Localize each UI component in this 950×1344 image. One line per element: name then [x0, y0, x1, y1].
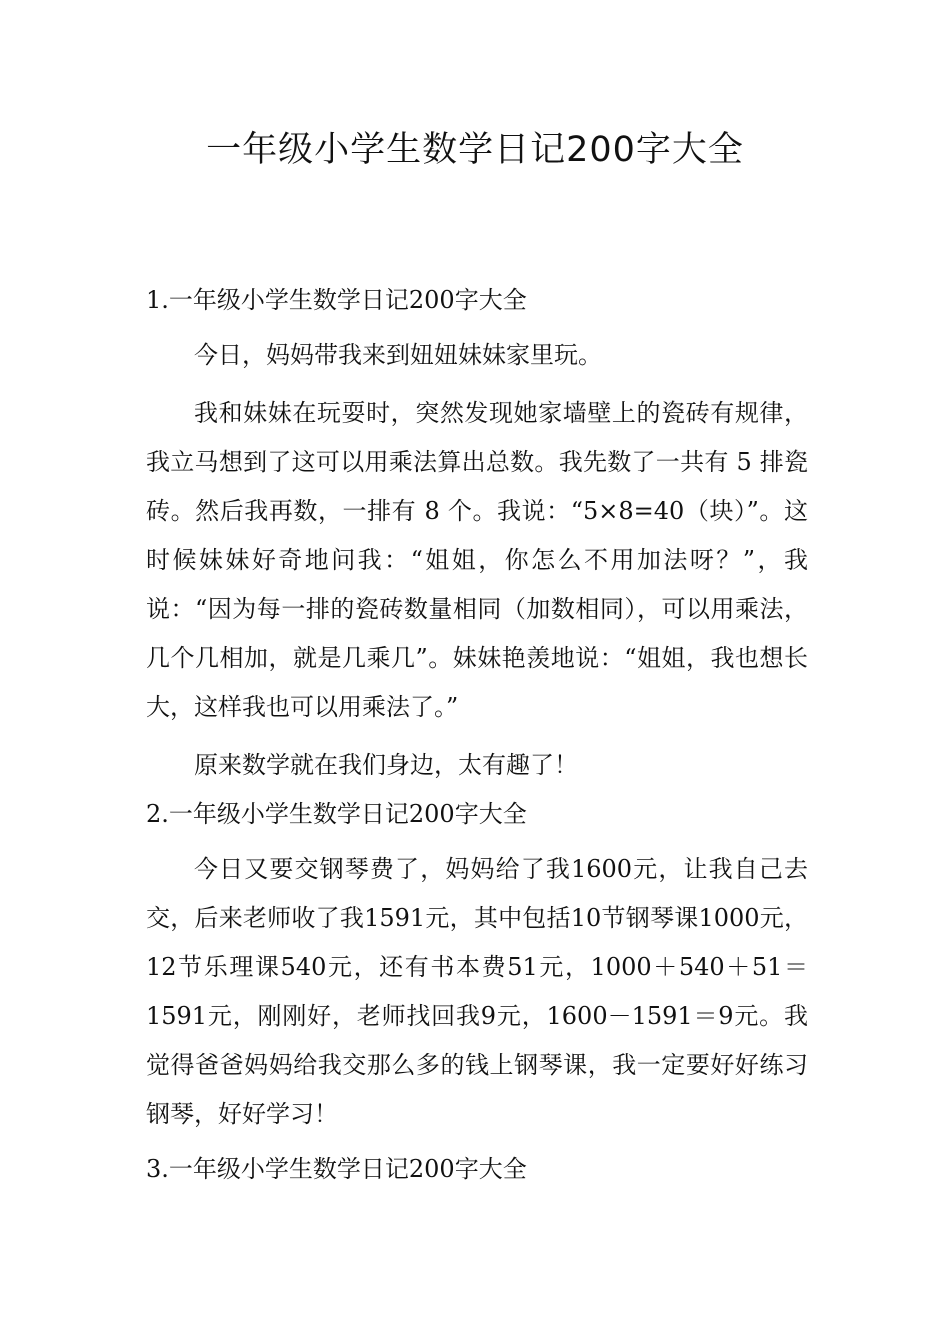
document-body	[146, 276, 808, 1194]
section-1-paragraph-3: 原来数学就在我们身边，太有趣了！	[194, 751, 578, 779]
section-1-paragraph-1: 今日，妈妈带我来到妞妞妹妹家里玩。	[194, 341, 602, 369]
section-heading-3: 3.一年级小学生数学日记200字大全	[146, 1155, 527, 1183]
page-title: 一年级小学生数学日记200字大全	[206, 130, 744, 170]
section-heading-1: 1.一年级小学生数学日记200字大全	[146, 286, 527, 314]
section-heading-2: 2.一年级小学生数学日记200字大全	[146, 800, 527, 828]
section-1-paragraph-2: 我和妹妹在玩耍时，突然发现她家墙壁上的瓷砖有规律，我立马想到了这可以用乘法算出总数。我先数了一共有 5 排瓷砖。然后我再数，一排有 8 个。我说：“5×8=40（块）”。这时候妹妹好奇地问我：“姐姐，你怎么不用加法呀？”，我说：“因为每一排的瓷砖数量相同（加数相同），可以用乘法，几个几相加，就是几乘几”。妹妹艳羡地说：“姐姐，我也想长大，这样我也可以用乘法了。”	[146, 399, 808, 721]
section-2-paragraph-1: 今日又要交钢琴费了，妈妈给了我1600元，让我自己去交，后来老师收了我1591元，其中包括10节钢琴课1000元，12节乐理课540元，还有书本费51元，1000＋540＋51＝1591元，刚刚好，老师找回我9元，1600－1591＝9元。我觉得爸爸妈妈给我交那么多的钱上钢琴课，我一定要好好练习钢琴，好好学习！	[146, 855, 808, 1128]
